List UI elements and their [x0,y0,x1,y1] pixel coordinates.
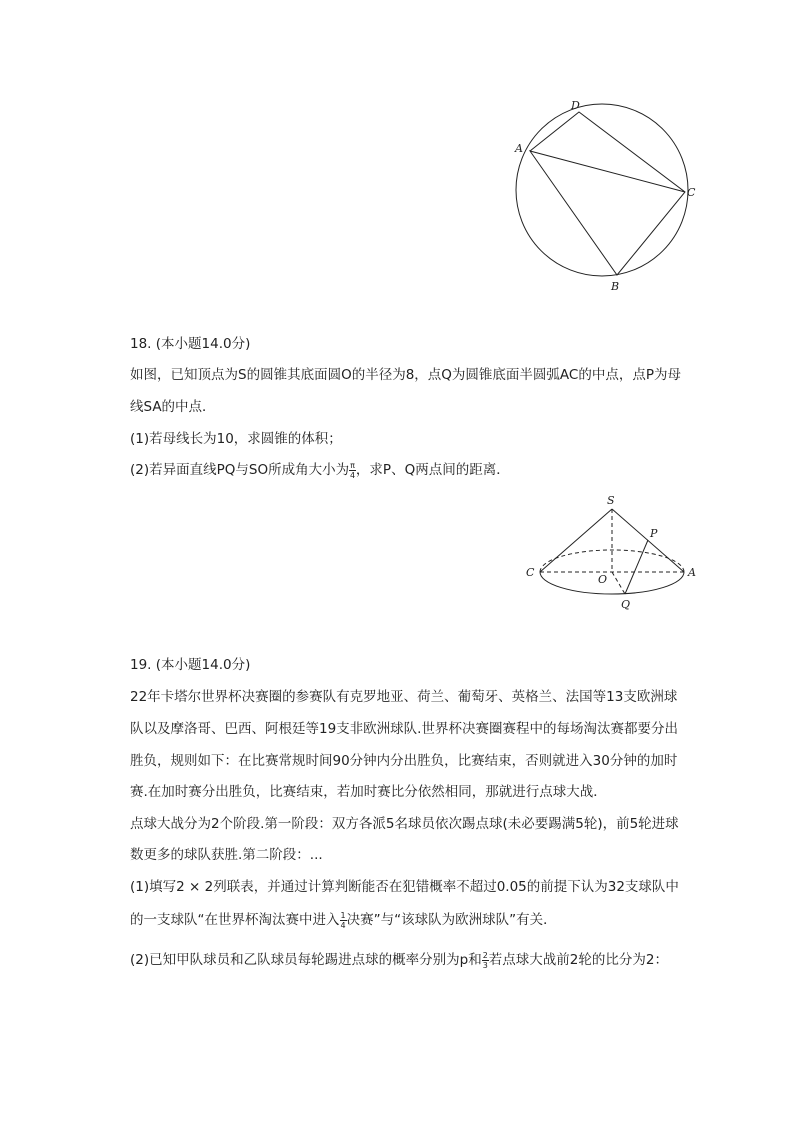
label-S: S [607,494,615,507]
q19-line8-text-b: 决赛”与“该球队为欧洲球队”有关． [346,912,557,928]
q18-line4 [130,458,510,480]
q19-line3: 胜负，规则如下：在比赛常规时间90分钟内分出胜负，比赛结束，否则就进入30分钟的加时 [130,753,678,769]
circle-figure [505,95,705,295]
fraction-pi-over-4 [349,461,356,480]
q19-line8-text-a: 的一支球队“在世界杯淘汰赛中进入 [130,912,340,928]
q18-line1: 如图，已知顶点为S的圆锥其底面圆O的半径为8，点Q为圆锥底面半圆弧AC的中点，点P为母 [130,367,681,383]
fraction-numerator: π [350,460,355,470]
q18-line4-text-a: (2)若异面直线PQ与SO所成角大小为 [130,462,350,478]
fraction-two-thirds [482,951,489,970]
label-P: P [650,527,658,540]
fraction-denominator: 3 [482,960,488,970]
fraction-numerator: 2 [482,950,488,960]
fraction-denominator: 4 [340,920,346,930]
fraction-numerator: 1 [340,910,346,920]
q19-line4: 赛.在加时赛分出胜负，比赛结束，若加时赛比分依然相同，那就进行点球大战． [130,784,607,800]
fraction-one-quarter [340,911,347,930]
q18-line2: 线SA的中点． [130,399,216,415]
label-A: A [515,142,523,155]
label-O: O [598,573,608,586]
q18-header: 18. (本小题14.0分) [130,336,251,352]
segment-OQ [612,572,625,594]
label-B: B [611,280,620,293]
segment-PQ [625,540,648,594]
q19-line2: 队以及摩洛哥、巴西、阿根廷等19支非欧洲球队.世界杯决赛圈赛程中的每场淘汰赛都要分出 [130,721,678,737]
cone-base-front-arc [540,572,684,594]
label-A2: A [688,566,696,579]
q19-line8 [130,908,557,930]
label-Q: Q [621,598,631,611]
q18-line4-text-b: ，求P、Q两点间的距离． [355,462,510,478]
fraction-denominator: 4 [349,470,356,480]
q19-line6: 数更多的球队获胜.第二阶段：... [130,847,323,863]
q19-line5: 点球大战分为2个阶段.第一阶段：双方各派5名球员依次踢点球(未必要踢满5轮)，前5轮进球 [130,816,679,832]
q19-line1: 22年卡塔尔世界杯决赛圈的参赛队有克罗地亚、荷兰、葡萄牙、英格兰、法国等13支欧洲球 [130,689,678,705]
edge-SC [540,509,612,572]
label-C: C [687,186,696,199]
q19-header: 19. (本小题14.0分) [130,657,251,673]
q19-line9 [130,948,668,970]
label-C2: C [526,566,535,579]
label-D: D [571,99,580,112]
cone-figure [520,490,705,615]
q19-line9-text-a: (2)已知甲队球员和乙队球员每轮踢进点球的概率分别为p和 [130,952,482,968]
q18-line3: (1)若母线长为10，求圆锥的体积； [130,431,342,447]
q19-line9-text-b: 若点球大战前2轮的比分为2： [488,952,668,968]
quadrilateral-edges [530,112,685,275]
q19-line7: (1)填写2 × 2列联表，并通过计算判断能否在犯错概率不超过0.05的前提下认为32支球队中 [130,879,679,895]
